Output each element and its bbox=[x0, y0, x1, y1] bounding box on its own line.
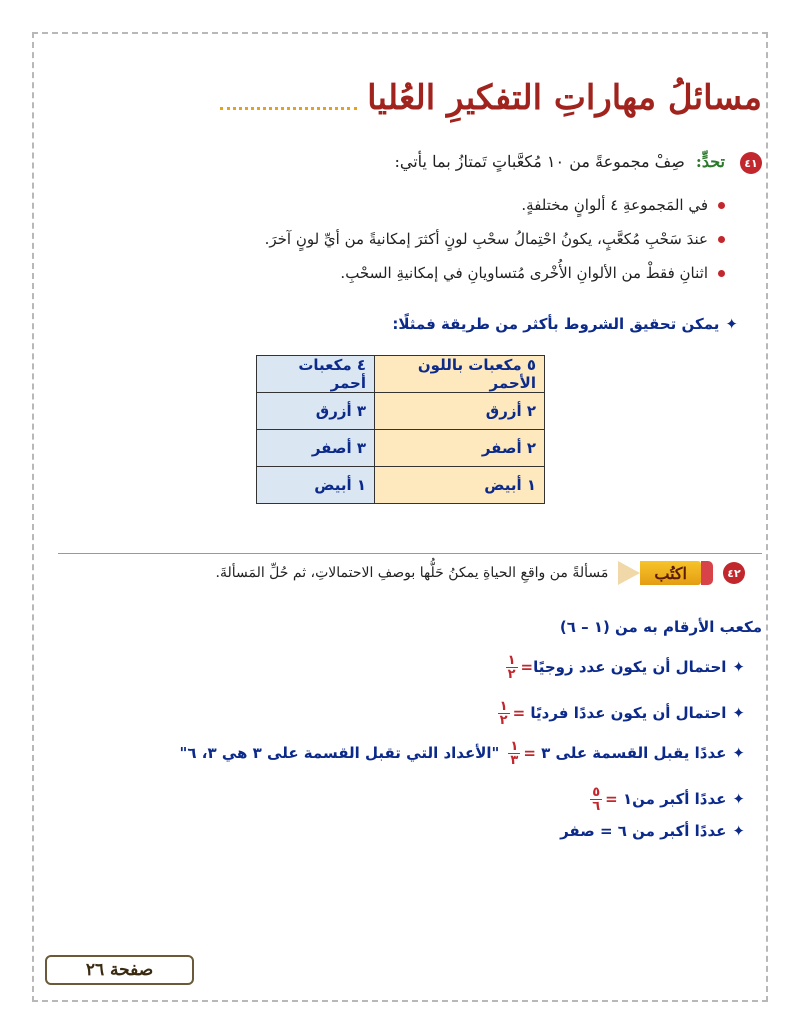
table-row bbox=[257, 467, 545, 504]
bullet-icon bbox=[718, 270, 725, 277]
challenge-prompt bbox=[394, 152, 725, 171]
table-row bbox=[257, 393, 545, 430]
star-icon: ✦ bbox=[732, 790, 745, 808]
condition-list bbox=[265, 188, 725, 290]
cube-table bbox=[256, 355, 545, 504]
answer-intro: ✦يمكن تحقيق الشروط بأكثر من طريقة فمثلًا: bbox=[392, 315, 738, 333]
section-divider bbox=[58, 553, 762, 554]
list-item: عندَ سَحْبِ مُكعَّبٍ، يكونُ احْتِمالُ سحْبِ لونٍ أكثرَ إمكانيةً من أيِّ لونٍ آخرَ. bbox=[265, 222, 725, 256]
title-dotted-rule bbox=[220, 87, 357, 110]
fraction: $\frac{٥}{٦}$ bbox=[590, 786, 602, 813]
write-prompt-text: مَسألةً من واقعِ الحياةِ يمكنُ حَلُّها بوصفِ الاحتمالاتِ، ثم حُلِّ المَسألةَ. bbox=[215, 565, 609, 581]
table-cell: ١ أبيض bbox=[375, 467, 545, 504]
star-icon: ✦ bbox=[732, 704, 745, 722]
challenge-label: تحدٍّ: bbox=[695, 152, 725, 171]
list-item: في المَجموعةِ ٤ ألوانٍ مختلفةٍ. bbox=[265, 188, 725, 222]
table-header-cell: ٤ مكعبات أحمر bbox=[257, 356, 375, 393]
section-title bbox=[220, 68, 762, 128]
table-row bbox=[257, 356, 545, 393]
answer-line-odd: ✦احتمال أن يكون عددًا فرديًا = $\frac{١}{٢}$ bbox=[495, 700, 745, 727]
star-icon: ✦ bbox=[732, 744, 745, 762]
star-icon: ✦ bbox=[732, 822, 745, 840]
bullet-icon bbox=[718, 202, 725, 209]
answer-line-even: ✦احتمال أن يكون عدد زوجيًا= $\frac{١}{٢}$ bbox=[503, 654, 745, 681]
pencil-icon bbox=[618, 560, 713, 586]
answer-line-div3: ✦عددًا يقبل القسمة على ٣ = $\frac{١}{٣}$ "الأعداد التي تقبل القسمة على ٣ هي ٣، ٦" bbox=[179, 739, 745, 768]
fraction: $\frac{١}{٢}$ bbox=[506, 654, 518, 681]
page-number-label: صفحة ٢٦ bbox=[45, 955, 194, 985]
answer-line-gt1: ✦عددًا أكبر من١ = $\frac{٥}{٦}$ bbox=[587, 786, 745, 813]
fraction: $\frac{١}{٢}$ bbox=[498, 700, 510, 727]
star-icon: ✦ bbox=[732, 658, 745, 676]
table-cell: ١ أبيض bbox=[257, 467, 375, 504]
write-prompt-row bbox=[216, 560, 746, 586]
table-row bbox=[257, 430, 545, 467]
page-border bbox=[32, 32, 768, 1002]
question-number-badge: ٤٢ bbox=[723, 562, 745, 584]
table-cell: ٢ أصفر bbox=[375, 430, 545, 467]
star-icon: ✦ bbox=[725, 315, 738, 333]
fraction: $\frac{١}{٣}$ bbox=[508, 740, 520, 767]
title-text: مسائلُ مهاراتِ التفكيرِ العُليا bbox=[367, 78, 762, 118]
list-item: اثنانِ فقطْ من الألوانِ الأُخْرى مُتساويانِ في إمكانيةِ السحْبِ. bbox=[265, 256, 725, 290]
table-header-cell: ٥ مكعبات باللون الأحمر bbox=[375, 356, 545, 393]
question-number-badge: ٤١ bbox=[740, 152, 762, 174]
bullet-icon bbox=[718, 236, 725, 243]
challenge-text: صِفْ مجموعةً من ١٠ مُكعَّباتٍ تَمتازُ بما يأتي: bbox=[394, 152, 685, 171]
answer-line-gt6: ✦عددًا أكبر من ٦ = صفر bbox=[560, 822, 745, 840]
table-cell: ٣ أصفر bbox=[257, 430, 375, 467]
answer-heading: مكعب الأرقام به من (١ – ٦) bbox=[559, 618, 762, 636]
write-label: اكتُب bbox=[640, 561, 701, 585]
table-cell: ٣ أزرق bbox=[257, 393, 375, 430]
table-cell: ٢ أزرق bbox=[375, 393, 545, 430]
